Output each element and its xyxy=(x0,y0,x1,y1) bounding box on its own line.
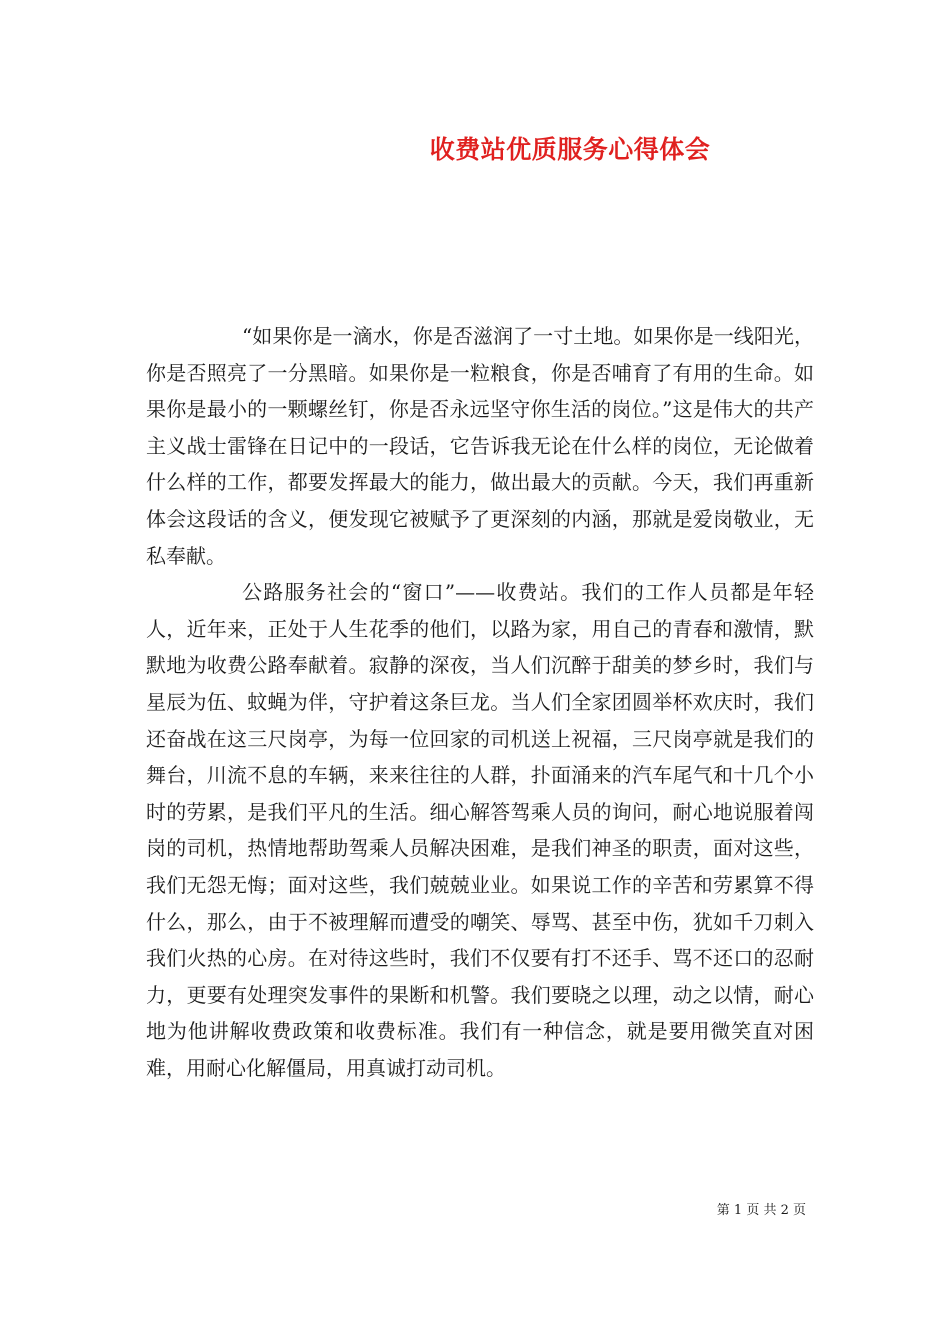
paragraph-1: “如果你是一滴水，你是否滋润了一寸土地。如果你是一线阳光，你是否照亮了一分黑暗。如果你是一粒粮食，你是否哺育了有用的生命。如果你是最小的一颗螺丝钉，你是否永远坚守你生活的岗位。”这是伟大的共产主义战士雷锋在日记中的一段话，它告诉我无论在什么样的岗位，无论做着什么样的工作，都要发挥最大的能力，做出最大的贡献。今天，我们再重新体会这段话的含义，便发现它被赋予了更深刻的内涵，那就是爱岗敬业，无私奉献。 xyxy=(146,324,814,568)
page-number-footer: 第 1 页 共 2 页 xyxy=(716,1203,806,1218)
document-body xyxy=(146,318,814,1086)
document-title: 收费站优质服务心得体会 xyxy=(429,135,711,164)
paragraph-2: 公路服务社会的“窗口”——收费站。我们的工作人员都是年轻人，近年来，正处于人生花季的他们，以路为家，用自己的青春和激情，默默地为收费公路奉献着。寂静的深夜，当人们沉醉于甜美的梦乡时，我们与星辰为伍、蚊蝇为伴，守护着这条巨龙。当人们全家团圆举杯欢庆时，我们还奋战在这三尺岗亭，为每一位回家的司机送上祝福，三尺岗亭就是我们的舞台，川流不息的车辆，来来往往的人群，扑面涌来的汽车尾气和十几个小时的劳累，是我们平凡的生活。细心解答驾乘人员的询问，耐心地说服着闯岗的司机，热情地帮助驾乘人员解决困难，是我们神圣的职责，面对这些，我们无怨无悔；面对这些，我们兢兢业业。如果说工作的辛苦和劳累算不得什么，那么，由于不被理解而遭受的嘲笑、辱骂、甚至中伤，犹如千刀刺入我们火热的心房。在对待这些时，我们不仅要有打不还手、骂不还口的忍耐力，更要有处理突发事件的果断和机警。我们要晓之以理，动之以情，耐心地为他讲解收费政策和收费标准。我们有一种信念，就是要用微笑直对困难，用耐心化解僵局，用真诚打动司机。 xyxy=(146,580,814,1080)
